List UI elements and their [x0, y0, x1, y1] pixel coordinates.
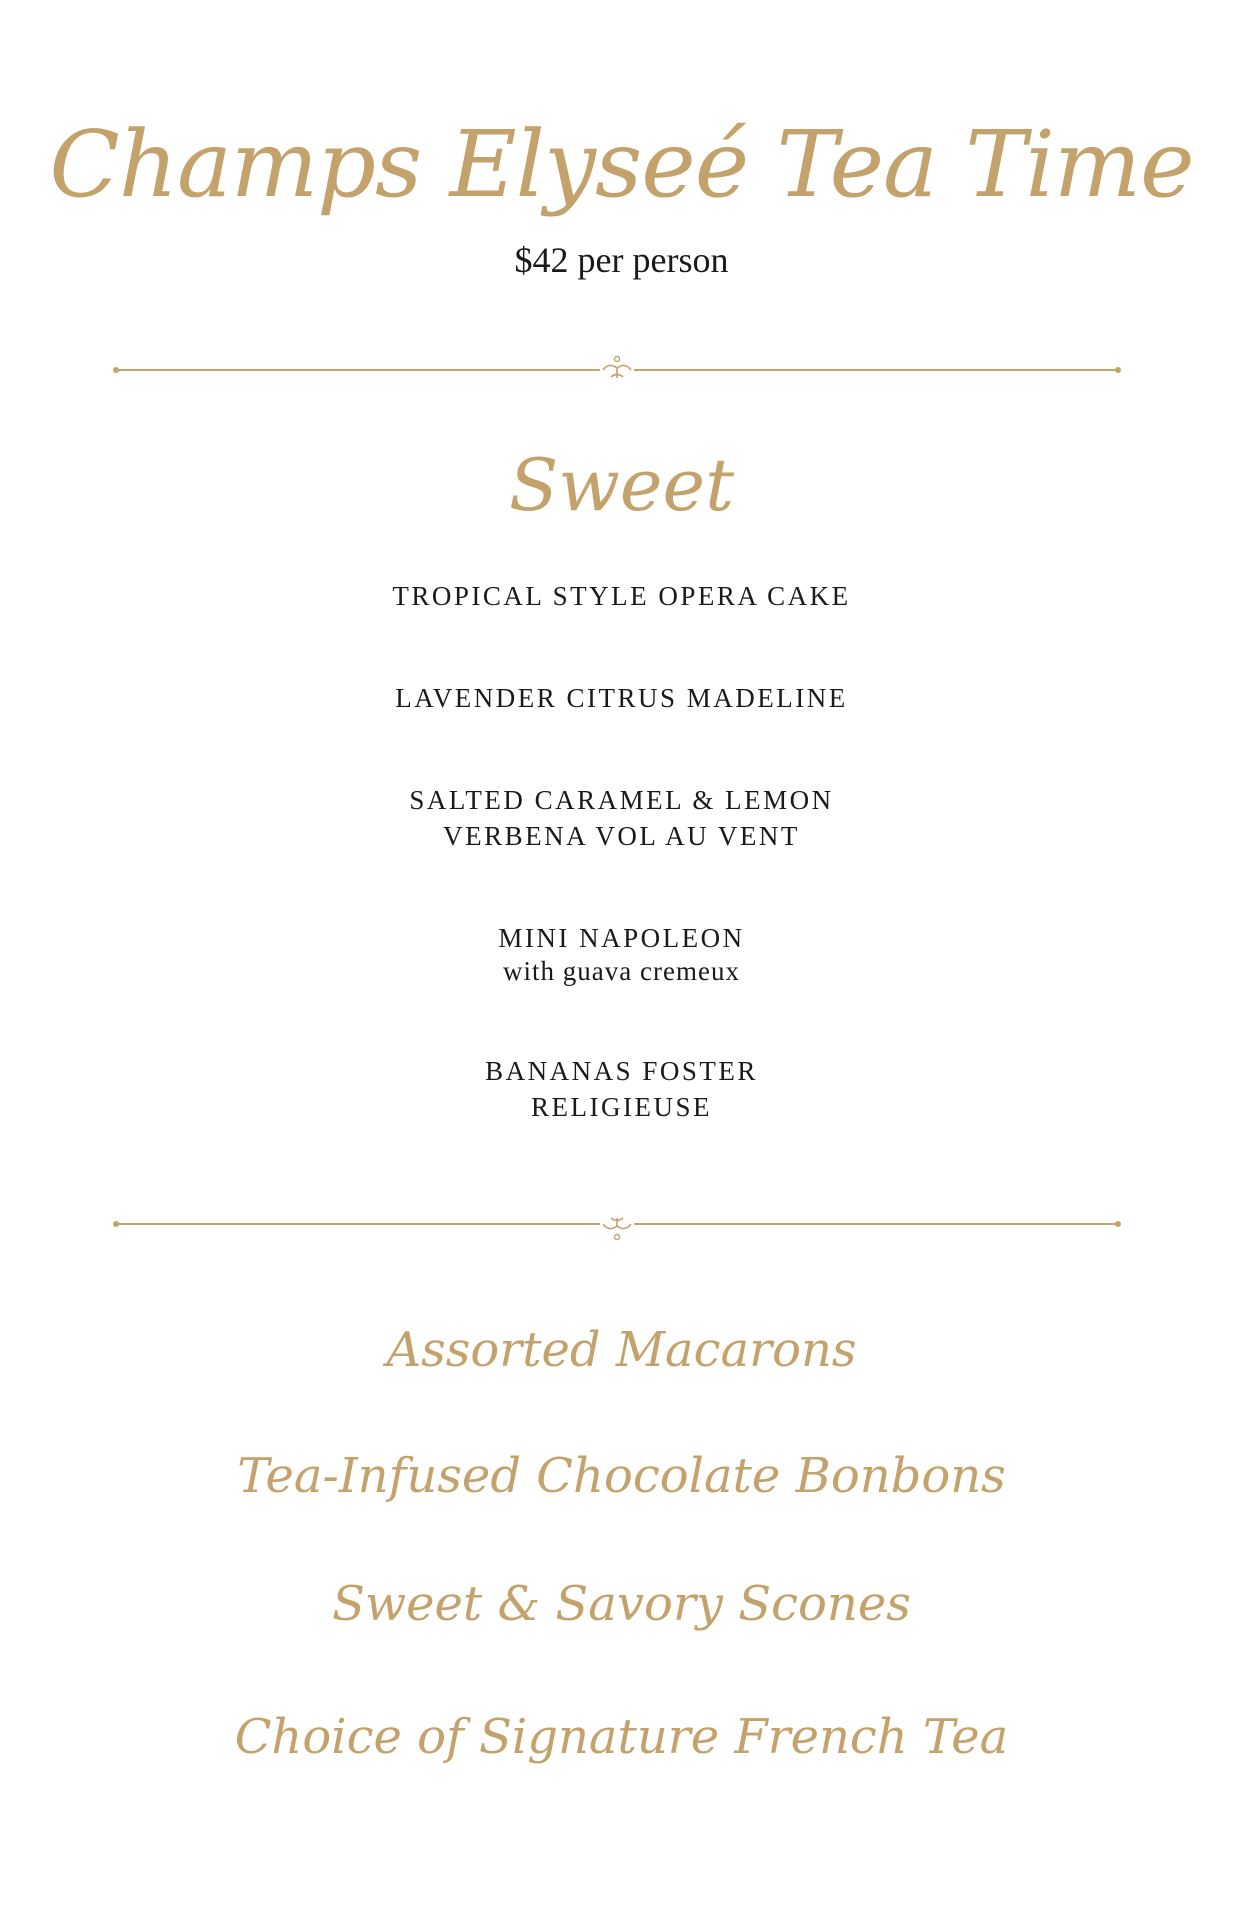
menu-title: Champs Elyseé Tea Time: [49, 111, 1194, 218]
menu-item-name: TROPICAL STYLE OPERA CAKE: [392, 581, 851, 611]
menu-item-name-continued: RELIGIEUSE: [531, 1092, 712, 1122]
ornamental-divider-top: [112, 350, 1122, 390]
extra-item-scones: Sweet & Savory Scones: [332, 1576, 911, 1632]
menu-item-name: SALTED CARAMEL & LEMON: [409, 785, 834, 815]
menu-item-description: with guava cremeux: [503, 956, 740, 986]
menu-item: [0, 578, 1243, 614]
extra-item-macarons: Assorted Macarons: [386, 1322, 857, 1378]
menu-item-name: MINI NAPOLEON: [498, 923, 745, 953]
menu-item-name: BANANAS FOSTER: [485, 1056, 758, 1086]
extra-item-bonbons: Tea-Infused Chocolate Bonbons: [237, 1448, 1006, 1504]
menu-item: [0, 680, 1243, 716]
menu-item: [0, 920, 1243, 986]
menu-item-name: LAVENDER CITRUS MADELINE: [395, 683, 848, 713]
section-heading-sweet: Sweet: [508, 443, 735, 527]
extra-item-tea: Choice of Signature French Tea: [234, 1709, 1009, 1765]
menu-item: [0, 1053, 1243, 1125]
menu-item-name-continued: VERBENA VOL AU VENT: [443, 821, 800, 851]
price-label: $42 per person: [514, 240, 729, 280]
ornamental-divider-bottom: [112, 1212, 1122, 1252]
menu-item: [0, 782, 1243, 854]
